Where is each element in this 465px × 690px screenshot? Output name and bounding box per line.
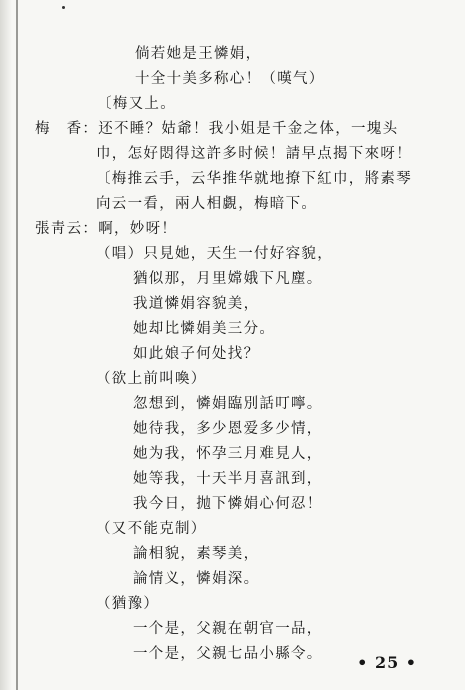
sung-line: 她为我，怀孕三月难見人， [133,446,323,462]
sung-line: 我今日，抛下憐娟心何忍！ [133,496,323,512]
sung-line: 一个是，父親在朝官一品， [133,621,323,637]
stage-direction: （猶豫） [96,596,160,612]
sung-line: （唱）只見她，天生一付好容貌， [96,246,333,262]
stage-direction: 向云一看，兩人相覷，梅暗下。 [96,196,318,212]
page-number: • 25 • [357,653,417,672]
sung-line: 一个是，父親七品小縣令。 [133,646,323,662]
sung-line: 她却比憐娟美三分。 [133,321,276,337]
speaker-line: 梅 香：还不睡？姑爺！我小姐是千金之体，一塊头 [35,121,399,137]
stage-direction: （又不能克制） [96,521,207,537]
text-line: 巾，怎好悶得这許多时候！請早点揭下來呀！ [96,146,412,162]
sung-line: 猶似那，月里嫦娥下凡塵。 [133,271,323,287]
stage-direction: 〔梅又上。 [97,96,176,112]
sung-line: 論情义，憐娟深。 [133,571,260,587]
sung-line: 論相貌，素琴美， [133,546,260,562]
text-line: 十全十美多称心！（嘆气） [135,71,325,87]
stage-direction: 〔梅推云手，云华推华就地撩下紅巾，將素琴 [96,171,412,187]
sung-line: 我道憐娟容貌美， [133,296,260,312]
sung-line: 忽想到，憐娟臨別話叮嚀。 [133,396,323,412]
stage-direction: （欲上前叫喚） [96,371,207,387]
sung-line: 她等我，十天半月喜訊到， [133,471,323,487]
sung-line: 如此娘子何处找？ [133,346,260,362]
sung-line: 她待我，多少恩爱多少情， [133,421,323,437]
text-line: 倘若她是王憐娟， [135,46,262,62]
speaker-line: 張靑云：啊，妙呀！ [35,221,178,237]
